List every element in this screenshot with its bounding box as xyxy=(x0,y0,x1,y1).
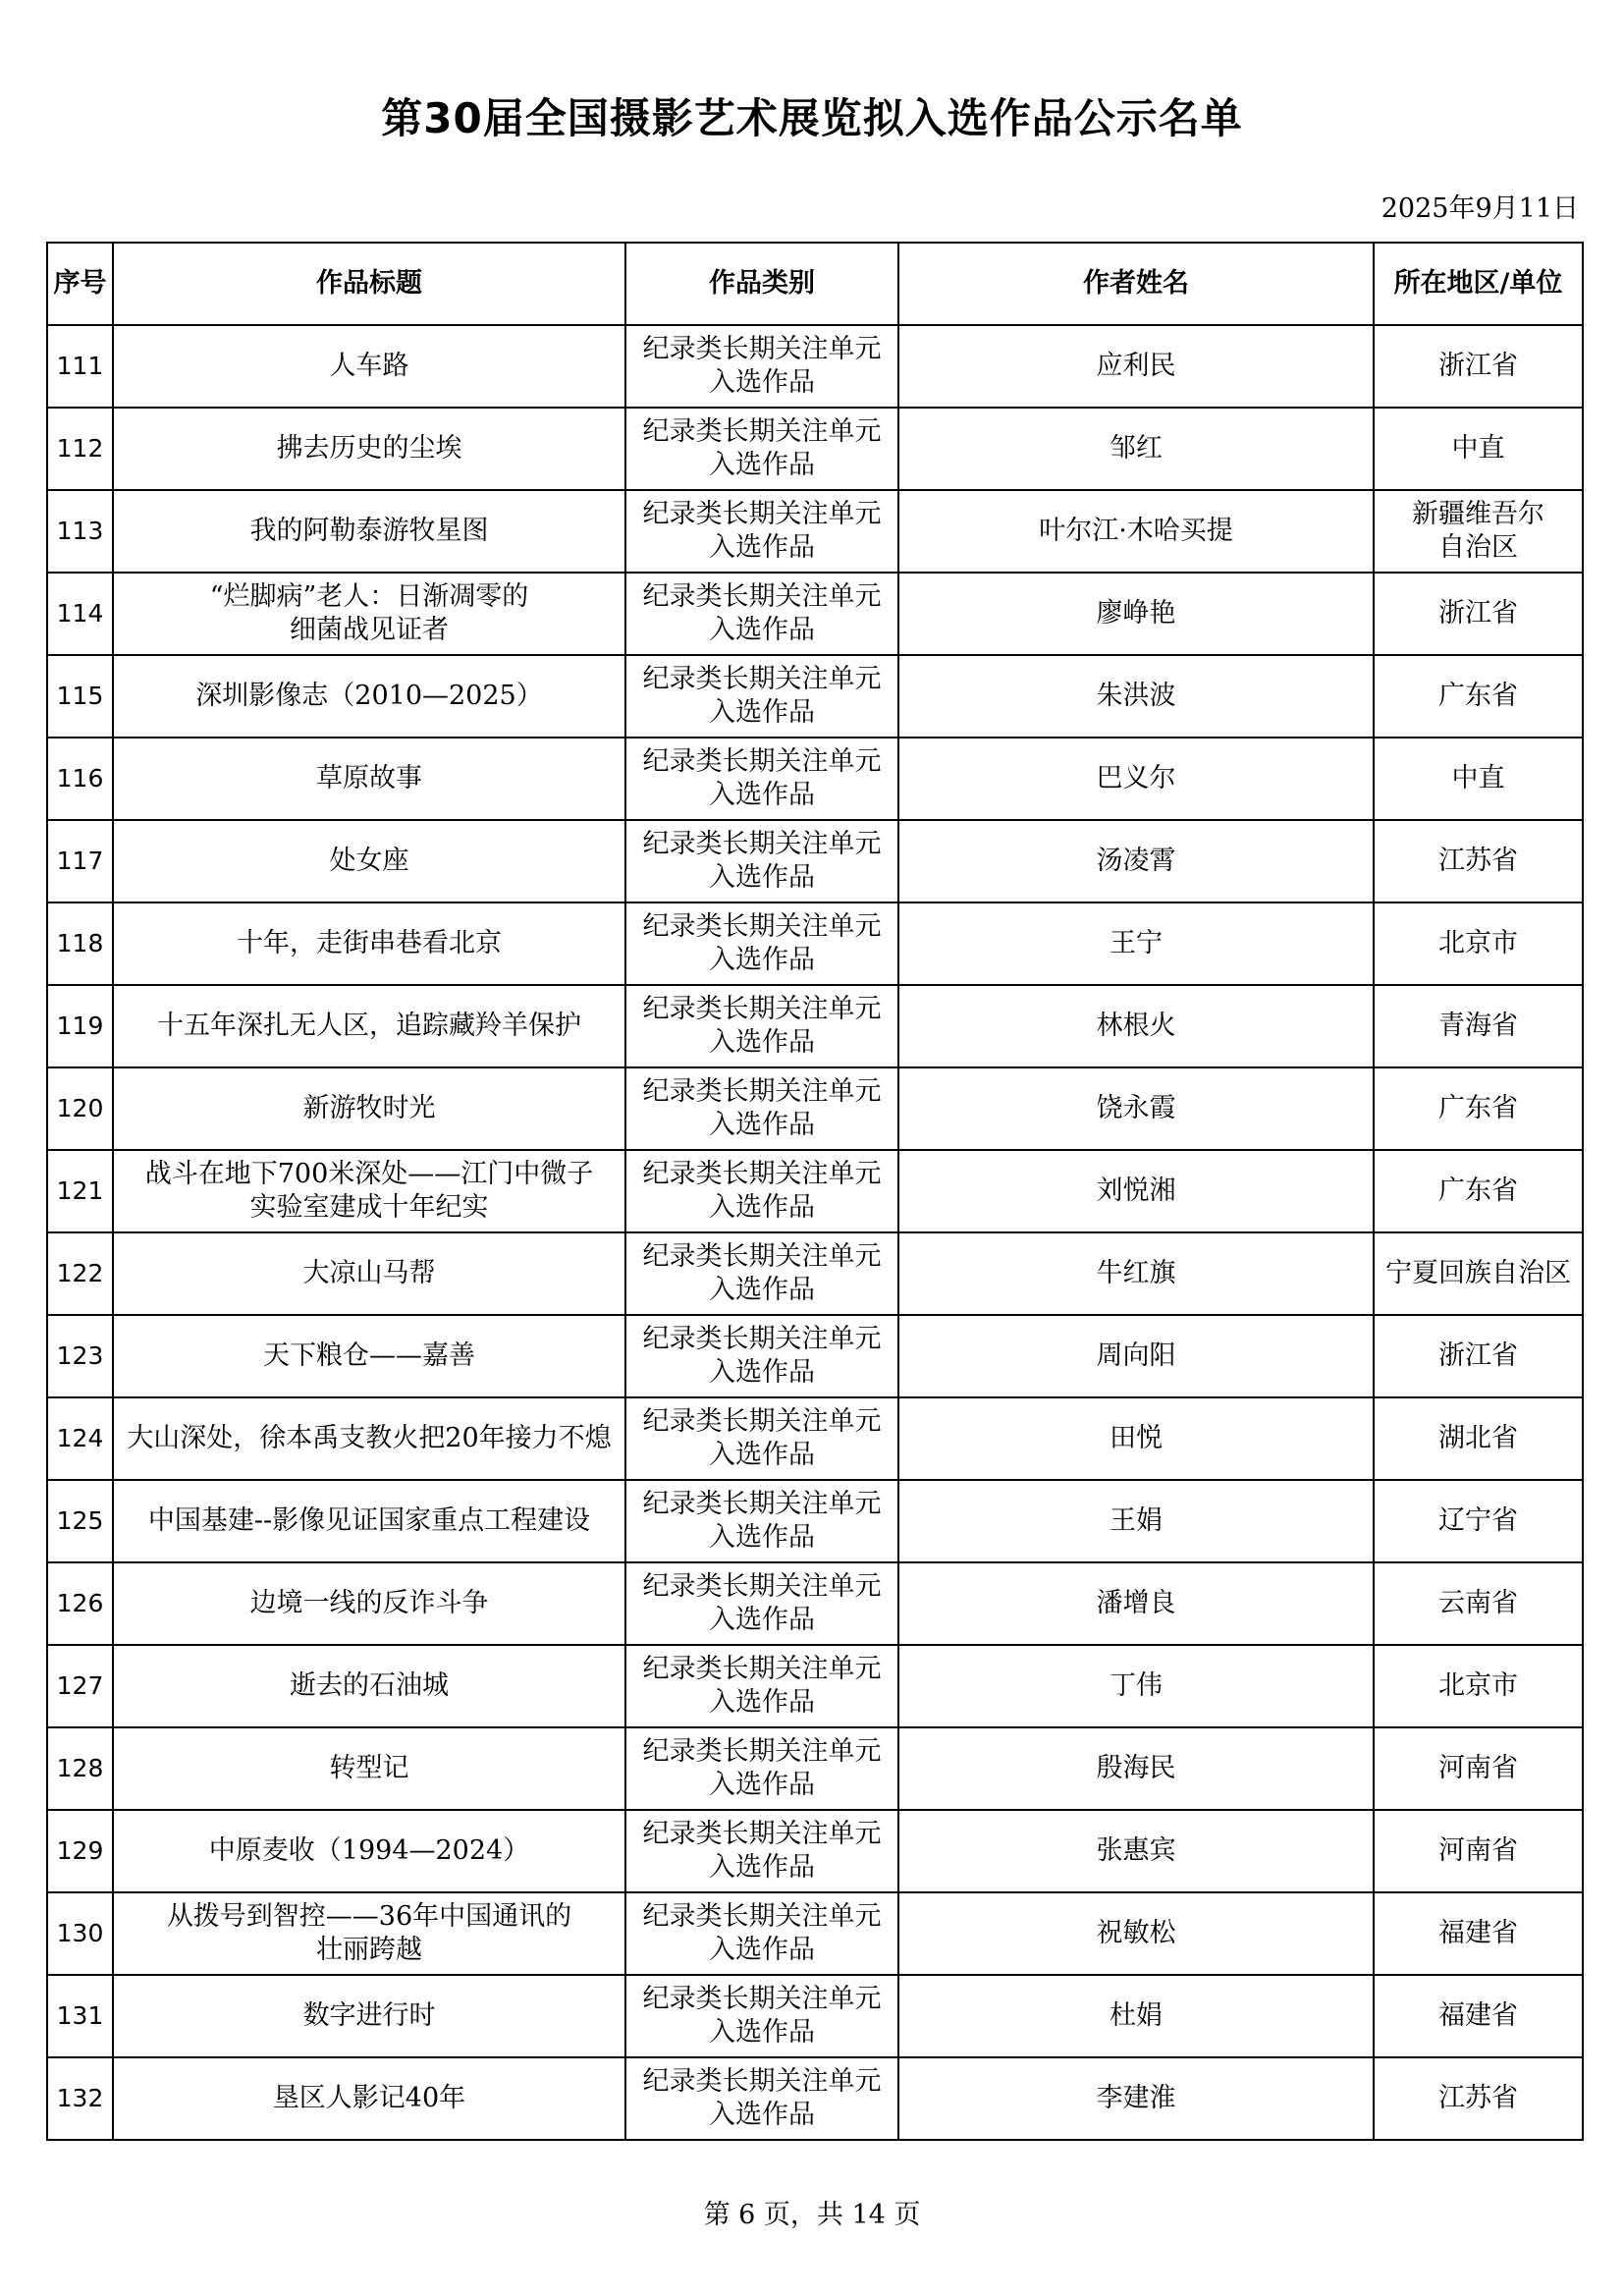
cell-region: 辽宁省 xyxy=(1374,1480,1583,1562)
cell-no: 129 xyxy=(47,1810,113,1892)
cell-region: 浙江省 xyxy=(1374,1315,1583,1397)
cell-category: 纪录类长期关注单元 入选作品 xyxy=(625,573,898,655)
cell-no: 114 xyxy=(47,573,113,655)
table-row xyxy=(47,820,1583,902)
table-row xyxy=(47,573,1583,655)
cell-category: 纪录类长期关注单元 入选作品 xyxy=(625,985,898,1067)
table-row xyxy=(47,1645,1583,1727)
cell-title: 战斗在地下700米深处——江门中微子 实验室建成十年纪实 xyxy=(113,1150,625,1232)
table-row xyxy=(47,1892,1583,1975)
table-row xyxy=(47,738,1583,820)
cell-title: 中原麦收（1994—2024） xyxy=(113,1810,625,1892)
cell-no: 127 xyxy=(47,1645,113,1727)
cell-region: 中直 xyxy=(1374,738,1583,820)
cell-title: 大山深处，徐本禹支教火把20年接力不熄 xyxy=(113,1397,625,1480)
cell-category: 纪录类长期关注单元 入选作品 xyxy=(625,820,898,902)
cell-region: 北京市 xyxy=(1374,902,1583,985)
table-row xyxy=(47,1727,1583,1810)
cell-category: 纪录类长期关注单元 入选作品 xyxy=(625,1067,898,1150)
cell-author: 叶尔江·木哈买提 xyxy=(898,490,1374,573)
cell-author: 邹红 xyxy=(898,408,1374,490)
cell-no: 116 xyxy=(47,738,113,820)
cell-title: 逝去的石油城 xyxy=(113,1645,625,1727)
cell-title: 天下粮仓——嘉善 xyxy=(113,1315,625,1397)
cell-title: 边境一线的反诈斗争 xyxy=(113,1562,625,1645)
cell-title: 十年，走街串巷看北京 xyxy=(113,902,625,985)
cell-no: 122 xyxy=(47,1232,113,1315)
cell-author: 朱洪波 xyxy=(898,655,1374,738)
cell-region: 浙江省 xyxy=(1374,325,1583,408)
cell-no: 111 xyxy=(47,325,113,408)
header-category: 作品类别 xyxy=(625,243,898,325)
cell-no: 117 xyxy=(47,820,113,902)
cell-author: 杜娟 xyxy=(898,1975,1374,2057)
cell-region: 河南省 xyxy=(1374,1810,1583,1892)
cell-author: 刘悦湘 xyxy=(898,1150,1374,1232)
cell-author: 丁伟 xyxy=(898,1645,1374,1727)
table-body xyxy=(47,325,1583,2140)
document-date: 2025年9月11日 xyxy=(1380,193,1579,224)
header-region: 所在地区/单位 xyxy=(1374,243,1583,325)
cell-title: 垦区人影记40年 xyxy=(113,2057,625,2140)
table-row xyxy=(47,985,1583,1067)
cell-no: 126 xyxy=(47,1562,113,1645)
cell-category: 纪录类长期关注单元 入选作品 xyxy=(625,1810,898,1892)
cell-region: 江苏省 xyxy=(1374,2057,1583,2140)
selection-table xyxy=(46,242,1584,2141)
cell-region: 浙江省 xyxy=(1374,573,1583,655)
cell-author: 张惠宾 xyxy=(898,1810,1374,1892)
header-no: 序号 xyxy=(47,243,113,325)
cell-category: 纪录类长期关注单元 入选作品 xyxy=(625,738,898,820)
cell-region: 广东省 xyxy=(1374,1067,1583,1150)
cell-no: 112 xyxy=(47,408,113,490)
table-row xyxy=(47,2057,1583,2140)
cell-category: 纪录类长期关注单元 入选作品 xyxy=(625,1315,898,1397)
cell-no: 130 xyxy=(47,1892,113,1975)
cell-category: 纪录类长期关注单元 入选作品 xyxy=(625,1727,898,1810)
cell-region: 青海省 xyxy=(1374,985,1583,1067)
cell-author: 牛红旗 xyxy=(898,1232,1374,1315)
cell-region: 河南省 xyxy=(1374,1727,1583,1810)
cell-title: 我的阿勒泰游牧星图 xyxy=(113,490,625,573)
cell-region: 广东省 xyxy=(1374,1150,1583,1232)
cell-author: 田悦 xyxy=(898,1397,1374,1480)
cell-category: 纪录类长期关注单元 入选作品 xyxy=(625,1232,898,1315)
cell-author: 林根火 xyxy=(898,985,1374,1067)
cell-category: 纪录类长期关注单元 入选作品 xyxy=(625,408,898,490)
cell-category: 纪录类长期关注单元 入选作品 xyxy=(625,1892,898,1975)
cell-author: 饶永霞 xyxy=(898,1067,1374,1150)
table-row xyxy=(47,1397,1583,1480)
cell-title: 处女座 xyxy=(113,820,625,902)
cell-region: 福建省 xyxy=(1374,1892,1583,1975)
table-row xyxy=(47,1150,1583,1232)
cell-no: 131 xyxy=(47,1975,113,2057)
cell-title: 十五年深扎无人区，追踪藏羚羊保护 xyxy=(113,985,625,1067)
cell-no: 132 xyxy=(47,2057,113,2140)
cell-author: 周向阳 xyxy=(898,1315,1374,1397)
cell-no: 128 xyxy=(47,1727,113,1810)
cell-category: 纪录类长期关注单元 入选作品 xyxy=(625,902,898,985)
header-author: 作者姓名 xyxy=(898,243,1374,325)
cell-category: 纪录类长期关注单元 入选作品 xyxy=(625,1397,898,1480)
header-title: 作品标题 xyxy=(113,243,625,325)
cell-region: 北京市 xyxy=(1374,1645,1583,1727)
cell-region: 江苏省 xyxy=(1374,820,1583,902)
cell-region: 中直 xyxy=(1374,408,1583,490)
cell-no: 125 xyxy=(47,1480,113,1562)
cell-author: 廖峥艳 xyxy=(898,573,1374,655)
cell-category: 纪录类长期关注单元 入选作品 xyxy=(625,2057,898,2140)
cell-no: 113 xyxy=(47,490,113,573)
table-row xyxy=(47,902,1583,985)
table-row xyxy=(47,655,1583,738)
table-row xyxy=(47,1315,1583,1397)
cell-no: 121 xyxy=(47,1150,113,1232)
cell-title: “烂脚病”老人：日渐凋零的 细菌战见证者 xyxy=(113,573,625,655)
cell-no: 123 xyxy=(47,1315,113,1397)
cell-author: 应利民 xyxy=(898,325,1374,408)
table-row xyxy=(47,1975,1583,2057)
cell-region: 宁夏回族自治区 xyxy=(1374,1232,1583,1315)
cell-category: 纪录类长期关注单元 入选作品 xyxy=(625,1150,898,1232)
cell-author: 李建淮 xyxy=(898,2057,1374,2140)
cell-no: 124 xyxy=(47,1397,113,1480)
document-title: 第30届全国摄影艺术展览拟入选作品公示名单 xyxy=(381,94,1243,142)
cell-title: 转型记 xyxy=(113,1727,625,1810)
cell-title: 中国基建--影像见证国家重点工程建设 xyxy=(113,1480,625,1562)
table-row xyxy=(47,1067,1583,1150)
cell-category: 纪录类长期关注单元 入选作品 xyxy=(625,1562,898,1645)
table-row xyxy=(47,325,1583,408)
cell-author: 潘增良 xyxy=(898,1562,1374,1645)
cell-title: 从拨号到智控——36年中国通讯的 壮丽跨越 xyxy=(113,1892,625,1975)
cell-region: 广东省 xyxy=(1374,655,1583,738)
cell-author: 殷海民 xyxy=(898,1727,1374,1810)
cell-author: 祝敏松 xyxy=(898,1892,1374,1975)
page-number-text: 第 6 页，共 14 页 xyxy=(703,2200,921,2230)
cell-title: 新游牧时光 xyxy=(113,1067,625,1150)
cell-region: 福建省 xyxy=(1374,1975,1583,2057)
cell-author: 汤凌霄 xyxy=(898,820,1374,902)
table-row xyxy=(47,1810,1583,1892)
cell-author: 王宁 xyxy=(898,902,1374,985)
cell-category: 纪录类长期关注单元 入选作品 xyxy=(625,490,898,573)
cell-category: 纪录类长期关注单元 入选作品 xyxy=(625,1480,898,1562)
cell-title: 草原故事 xyxy=(113,738,625,820)
table-row xyxy=(47,490,1583,573)
table-header-row xyxy=(47,243,1583,325)
table-row xyxy=(47,1562,1583,1645)
cell-title: 数字进行时 xyxy=(113,1975,625,2057)
cell-author: 王娟 xyxy=(898,1480,1374,1562)
cell-title: 大凉山马帮 xyxy=(113,1232,625,1315)
cell-no: 119 xyxy=(47,985,113,1067)
cell-no: 120 xyxy=(47,1067,113,1150)
cell-title: 人车路 xyxy=(113,325,625,408)
cell-category: 纪录类长期关注单元 入选作品 xyxy=(625,1975,898,2057)
cell-category: 纪录类长期关注单元 入选作品 xyxy=(625,655,898,738)
table-row xyxy=(47,408,1583,490)
cell-title: 拂去历史的尘埃 xyxy=(113,408,625,490)
cell-region: 新疆维吾尔 自治区 xyxy=(1374,490,1583,573)
table-row xyxy=(47,1232,1583,1315)
cell-category: 纪录类长期关注单元 入选作品 xyxy=(625,1645,898,1727)
cell-region: 云南省 xyxy=(1374,1562,1583,1645)
cell-author: 巴义尔 xyxy=(898,738,1374,820)
cell-region: 湖北省 xyxy=(1374,1397,1583,1480)
cell-title: 深圳影像志（2010—2025） xyxy=(113,655,625,738)
cell-no: 118 xyxy=(47,902,113,985)
cell-no: 115 xyxy=(47,655,113,738)
page-footer xyxy=(0,2193,1624,2231)
table-row xyxy=(47,1480,1583,1562)
cell-category: 纪录类长期关注单元 入选作品 xyxy=(625,325,898,408)
